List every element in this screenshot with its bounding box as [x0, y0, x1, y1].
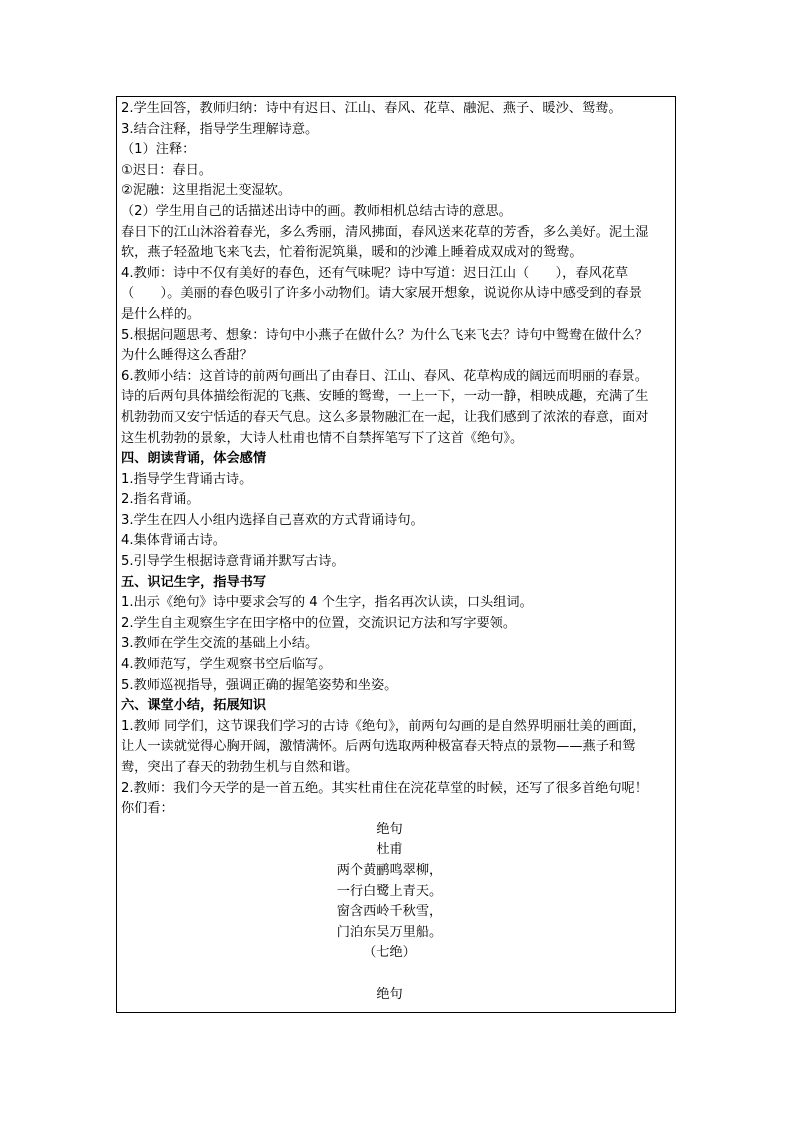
body-text-line: 2.学生回答，教师归纳：诗中有迟日、江山、春风、花草、融泥、燕子、暖沙、鸳鸯。 [121, 101, 622, 116]
poem-line: 绝句 [376, 821, 403, 837]
body-text-line: 5.引导学生根据诗意背诵并默写古诗。 [121, 554, 345, 570]
body-text-line: 诗的后两句具体描绘衔泥的飞燕、安睡的鸳鸯，一上一下，一动一静，相映成趣，充满了生 [121, 389, 649, 405]
body-text-line: 3.教师在学生交流的基础上小结。 [121, 636, 319, 652]
poem-line: 门泊东吴万里船。 [336, 924, 443, 940]
poem-line: （七绝） [363, 945, 416, 961]
blank-line [121, 964, 672, 985]
body-text-line: 鸯，突出了春天的勃勃生机与自然和谐。 [121, 760, 359, 775]
body-text-line: ①迟日：春日。 [121, 162, 212, 178]
poem-line: 窗含西岭千秋雪， [336, 904, 443, 920]
section-heading: 五、识记生字，指导书写 [121, 574, 267, 590]
body-text-line: （2）学生用自己的话描述出诗中的画。教师相机总结古诗的意思。 [121, 203, 512, 219]
body-text-line: 1.出示《绝句》诗中要求会写的 4 个生字，指名再次认读，口头组词。 [121, 595, 533, 611]
body-text-line: 4.教师：诗中不仅有美好的春色，还有气味呢？诗中写道：迟日江山（ ），春风花草 [121, 265, 629, 281]
body-text-line: 5.教师巡视指导，强调正确的握笔姿势和坐姿。 [121, 677, 398, 693]
body-text-line: 2.教师：我们今天学的是一首五绝。其实杜甫住在浣花草堂的时候，还写了很多首绝句呢！ [121, 780, 648, 796]
body-text-line: 你们看： [121, 801, 174, 817]
body-text-line: 让人一读就觉得心胸开阔，激情满怀。后两句选取两种极富春天特点的景物——燕子和鸳 [121, 739, 636, 755]
poem-line: 杜甫 [376, 842, 403, 858]
body-text-line: ②泥融：这里指泥土变湿软。 [121, 183, 292, 199]
body-text-line: 是什么样的。 [121, 306, 201, 322]
body-text-line: （ ）。美丽的春色吸引了许多小动物们。请大家展开想象，说说你从诗中感受到的春景 [121, 286, 642, 302]
section-heading: 四、朗读背诵，体会感情 [121, 451, 267, 467]
body-text-line: 6.教师小结：这首诗的前两句画出了由春日、江山、春风、花草构成的阔远而明丽的春景。 [121, 368, 648, 384]
body-text-line: 1.教师 同学们，这节课我们学习的古诗《绝句》，前两句勾画的是自然界明丽壮美的画面， [121, 718, 646, 734]
body-text-line: 1.指导学生背诵古诗。 [121, 471, 253, 487]
lesson-plan-table-cell [116, 96, 676, 1013]
body-text-line: 2.指名背诵。 [121, 492, 200, 508]
body-text-line: 3.结合注释，指导学生理解诗意。 [121, 121, 319, 137]
poem-line: 两个黄鹂鸣翠柳， [336, 862, 443, 878]
body-text-line: 4.集体背诵古诗。 [121, 533, 226, 549]
body-text-line: （1）注释： [121, 142, 196, 158]
body-text-line: 3.学生在四人小组内选择自己喜欢的方式背诵诗句。 [121, 512, 424, 528]
body-text-line: 这生机勃勃的景象，大诗人杜甫也情不自禁挥笔写下了这首《绝句》。 [121, 430, 524, 446]
body-text-line: 软，燕子轻盈地飞来飞去，忙着衔泥筑巢，暖和的沙滩上睡着成双成对的鸳鸯。 [121, 245, 583, 261]
section-heading: 六、课堂小结，拓展知识 [121, 698, 267, 714]
body-text-line: 机勃勃而又安宁恬适的春天气息。这么多景物融汇在一起，让我们感到了浓浓的春意，面对 [121, 409, 649, 425]
poem-line: 绝句 [376, 986, 403, 1002]
body-text-line: 为什么睡得这么香甜？ [121, 348, 253, 364]
body-text-line: 5.根据问题思考、想象：诗句中小燕子在做什么？为什么飞来飞去？诗句中鸳鸯在做什么？ [121, 327, 648, 343]
body-text-line: 春日下的江山沐浴着春光，多么秀丽，清风拂面，春风送来花草的芳香，多么美好。泥土湿 [121, 224, 649, 240]
body-text-line: 4.教师范写，学生观察书空后临写。 [121, 657, 332, 673]
poem-line: 一行白鹭上青天。 [336, 883, 443, 899]
body-text-line: 2.学生自主观察生字在田字格中的位置，交流识记方法和写字要领。 [121, 615, 517, 631]
